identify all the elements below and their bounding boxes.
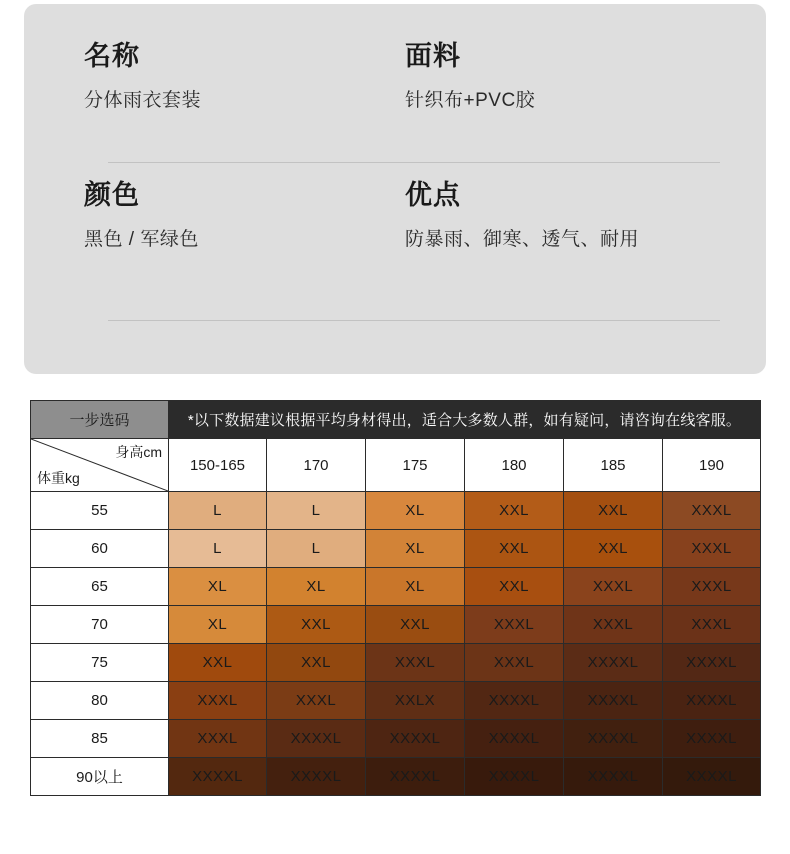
spec-item-value: 防暴雨、御寒、透气、耐用	[405, 229, 640, 250]
size-cell: XXXXL	[564, 720, 663, 758]
size-chart-header-left: 一步选码	[31, 401, 169, 439]
size-cell: XXXXL	[267, 720, 366, 758]
spec-item-title: 名称	[84, 41, 140, 71]
size-chart-header-row	[31, 401, 761, 439]
size-cell: XXL	[465, 568, 564, 606]
size-cell: XXL	[267, 644, 366, 682]
size-cell: XXXXL	[663, 644, 761, 682]
size-chart-row	[31, 606, 761, 644]
size-cell: XXXL	[169, 720, 267, 758]
size-cell: XXL	[465, 530, 564, 568]
size-cell: XXXXL	[564, 644, 663, 682]
size-cell: XXXL	[564, 606, 663, 644]
size-cell: XXXL	[663, 492, 761, 530]
spec-item-value: 针织布+PVC胶	[405, 90, 536, 111]
size-cell: XXXXL	[267, 758, 366, 796]
weight-row-header: 70	[31, 606, 169, 644]
specification-panel	[24, 4, 766, 374]
size-chart-row	[31, 682, 761, 720]
size-cell: L	[169, 530, 267, 568]
height-column-header: 190	[663, 439, 761, 492]
size-cell: XL	[366, 530, 465, 568]
size-chart-row	[31, 530, 761, 568]
size-cell: XXXXL	[663, 682, 761, 720]
size-cell: XXXXL	[465, 720, 564, 758]
size-cell: XL	[267, 568, 366, 606]
specification-grid	[84, 38, 726, 253]
size-cell: XXL	[465, 492, 564, 530]
height-column-header: 175	[366, 439, 465, 492]
spec-item-advantages	[405, 114, 726, 253]
size-cell: XXXL	[663, 606, 761, 644]
size-cell: L	[267, 530, 366, 568]
size-chart-row	[31, 492, 761, 530]
height-column-header: 170	[267, 439, 366, 492]
weight-row-header: 60	[31, 530, 169, 568]
size-cell: XXXL	[169, 682, 267, 720]
weight-row-header: 55	[31, 492, 169, 530]
size-cell: XXXL	[465, 606, 564, 644]
size-cell: XXXXL	[564, 682, 663, 720]
axis-corner-cell	[31, 439, 169, 492]
size-cell: XXXXL	[465, 758, 564, 796]
size-chart-row	[31, 758, 761, 796]
size-cell: XXL	[564, 530, 663, 568]
spec-item-title: 优点	[405, 180, 461, 210]
size-chart	[30, 400, 760, 796]
size-chart-row	[31, 720, 761, 758]
spec-item-color	[84, 114, 405, 253]
height-column-header: 185	[564, 439, 663, 492]
spec-item-fabric	[405, 38, 726, 114]
axis-label-height: 身高cm	[115, 444, 162, 460]
size-cell: XXL	[366, 606, 465, 644]
spec-divider-bottom	[108, 320, 720, 321]
size-chart-table	[30, 400, 761, 796]
axis-label-weight: 体重kg	[37, 470, 80, 486]
size-chart-row	[31, 644, 761, 682]
size-cell: XXXXL	[169, 758, 267, 796]
size-chart-row	[31, 568, 761, 606]
height-column-header: 150-165	[169, 439, 267, 492]
spec-item-title: 颜色	[84, 180, 140, 210]
spec-item-name	[84, 38, 405, 114]
size-cell: XXL	[169, 644, 267, 682]
size-cell: XL	[169, 568, 267, 606]
size-cell: XL	[366, 568, 465, 606]
size-cell: L	[267, 492, 366, 530]
size-cell: XXLX	[366, 682, 465, 720]
size-cell: XXL	[564, 492, 663, 530]
size-cell: XXXXL	[663, 758, 761, 796]
height-column-header: 180	[465, 439, 564, 492]
size-cell: XL	[366, 492, 465, 530]
spec-item-value: 黑色 / 军绿色	[84, 229, 199, 250]
size-cell: XXXL	[663, 530, 761, 568]
size-cell: XXXXL	[564, 758, 663, 796]
size-chart-note: *以下数据建议根据平均身材得出，适合大多数人群，如有疑问，请咨询在线客服。	[169, 401, 761, 439]
size-cell: XXXXL	[366, 758, 465, 796]
weight-row-header: 80	[31, 682, 169, 720]
size-chart-axis-row	[31, 439, 761, 492]
spec-item-value: 分体雨衣套装	[84, 90, 202, 111]
size-cell: XXXL	[267, 682, 366, 720]
size-cell: XXXL	[564, 568, 663, 606]
weight-row-header: 90以上	[31, 758, 169, 796]
weight-row-header: 85	[31, 720, 169, 758]
size-cell: XXXL	[465, 644, 564, 682]
size-cell: XXXXL	[663, 720, 761, 758]
size-cell: XXXL	[366, 644, 465, 682]
size-cell: XXXL	[663, 568, 761, 606]
size-cell: XXXXL	[465, 682, 564, 720]
size-cell: XXL	[267, 606, 366, 644]
size-cell: L	[169, 492, 267, 530]
size-cell: XXXXL	[366, 720, 465, 758]
weight-row-header: 75	[31, 644, 169, 682]
spec-item-title: 面料	[405, 41, 461, 71]
weight-row-header: 65	[31, 568, 169, 606]
size-cell: XL	[169, 606, 267, 644]
